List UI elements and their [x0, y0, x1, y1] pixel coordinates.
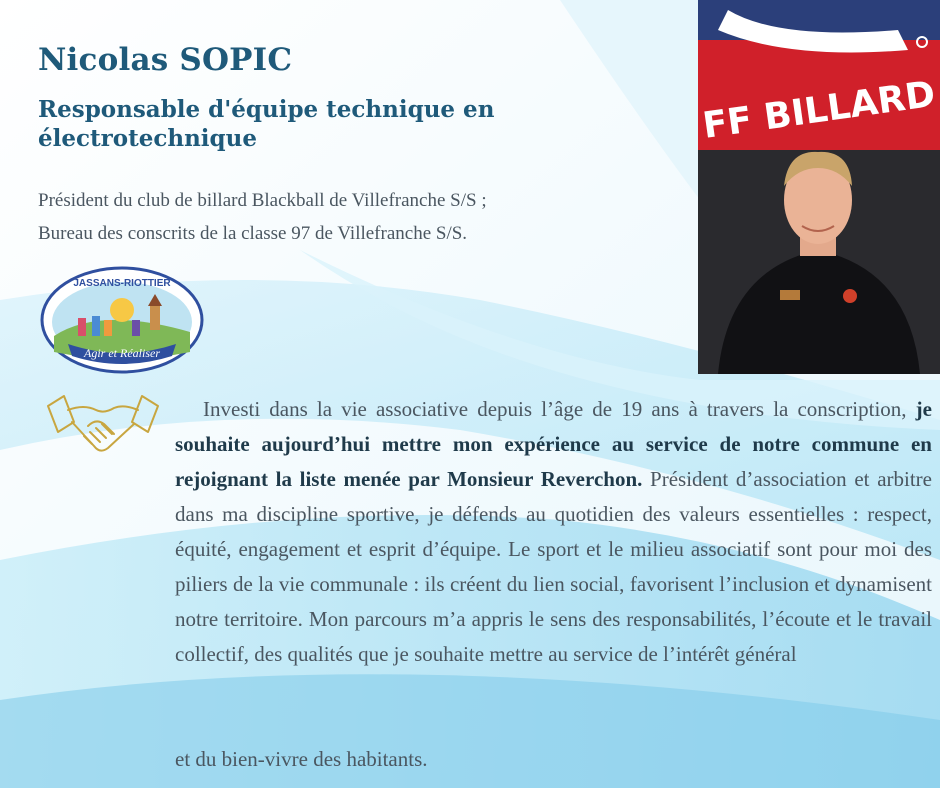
photo-banner-text: FF BILLARD [700, 73, 938, 147]
person-name: Nicolas SOPIC [38, 42, 293, 78]
body-paragraph [175, 392, 932, 672]
body-intro: Investi dans la vie associative depuis l’âge de 19 ans à travers la conscription, [203, 397, 916, 421]
portrait-photo [698, 0, 940, 374]
person-role [38, 95, 598, 153]
jassans-riottier-logo [40, 266, 204, 374]
logo-top-text: JASSANS-RIOTTIER [73, 278, 171, 289]
role-line-1: Responsable d'équipe technique en [38, 96, 495, 123]
bio-line-2: Bureau des conscrits de la classe 97 de Villefranche S/S. [38, 223, 468, 244]
bio-line-1: Président du club de billard Blackball de Villefranche S/S ; [38, 190, 487, 211]
body-bold-statement: je souhaite aujourd’hui mettre mon expérience au service de notre commune en rejoignant la liste menée par Monsieur Reverchon. [175, 397, 932, 491]
person-bio [38, 184, 678, 250]
logo-banner-text: Agir et Réaliser [84, 346, 160, 360]
body-rest: Président d’association et arbitre dans ma discipline sportive, je défends au quotidien des valeurs essentielles : respect, équité, engagement et esprit d’équipe. Le sport et le milieu associatif sont pour moi des piliers de la vie communale : ils créent du lien social, favorisent l’inclusion et dynamisent notre territoire. Mon parcours m’a appris le sens des responsabilités, l’écoute et le travail collectif, des qualités que je souhaite mettre au service de l’intérêt général [175, 467, 932, 666]
portrait-illustration [698, 0, 940, 374]
role-line-2: électrotechnique [38, 125, 257, 152]
handshake-icon [44, 388, 162, 462]
body-last-line: et du bien-vivre des habitants. [175, 747, 428, 771]
